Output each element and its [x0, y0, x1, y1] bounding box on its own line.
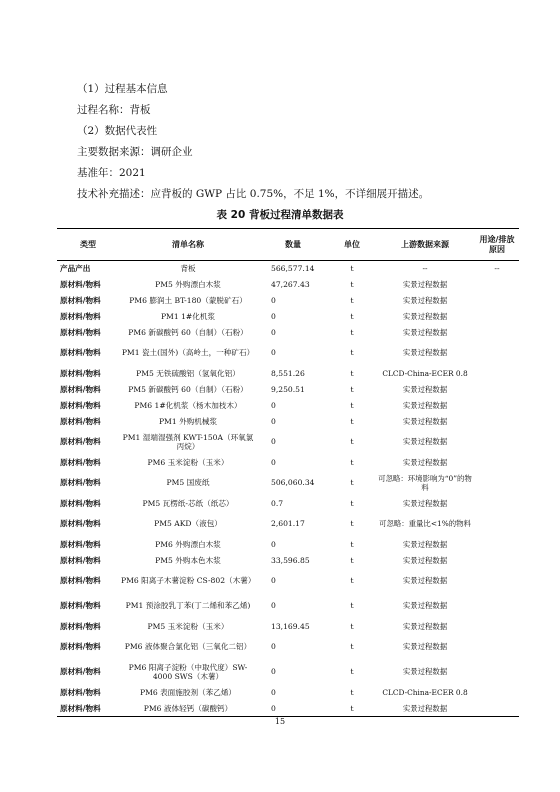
table-row — [57, 366, 519, 382]
cell-quantity: 506,060.34 — [271, 478, 315, 488]
table-row — [57, 309, 519, 325]
cell-use-reason — [475, 430, 519, 455]
header-name: 清单名称 — [119, 229, 257, 261]
cell-upstream-source: 可忽略：重量比<1%的物料 — [379, 519, 471, 529]
table-row — [57, 512, 519, 537]
cell-quantity: 0 — [271, 601, 276, 611]
table-row — [57, 594, 519, 619]
cell-type: 原材料/物料 — [60, 642, 101, 652]
cell-use-reason — [475, 512, 519, 537]
cell-unit: t — [329, 701, 375, 717]
cell-name: PM1 预涂胶乳丁苯(丁二烯和苯乙烯) — [125, 601, 251, 611]
cell-quantity: 0 — [257, 701, 329, 717]
cell-type: 原材料/物料 — [60, 478, 101, 488]
cell-name: PM5 AKD（液包） — [154, 519, 222, 529]
cell-quantity: 566,577.14 — [271, 264, 315, 273]
cell-quantity: 0 — [271, 457, 276, 467]
cell-unit: t — [350, 327, 354, 337]
cell-quantity: 0 — [271, 311, 276, 321]
cell-name: PM5 玉米淀粉（玉米） — [147, 621, 229, 631]
section-heading-basic-info: （1）过程基本信息 — [77, 83, 168, 95]
cell-use-reason — [475, 325, 519, 341]
cell-unit: t — [350, 311, 354, 321]
base-year: 基准年：2021 — [77, 167, 146, 179]
cell-upstream-source: 实景过程数据 — [402, 416, 448, 426]
section-heading-representativeness: （2）数据代表性 — [77, 125, 158, 137]
cell-type: 原材料/物料 — [60, 576, 101, 586]
table-row — [57, 414, 519, 430]
cell-unit: t — [350, 539, 354, 549]
cell-name: PM6 液体轻钙（碳酸钙） — [119, 701, 257, 717]
cell-name: PM6 阳离子木薯淀粉 CS-802（木薯） — [121, 576, 256, 586]
data-source: 主要数据来源：调研企业 — [77, 146, 193, 158]
table-row — [57, 660, 519, 685]
cell-name: PM1 瓷土(国外)（高岭土，一种矿石） — [121, 348, 255, 358]
cell-unit: t — [350, 348, 354, 358]
cell-unit: t — [350, 498, 354, 508]
table-row — [57, 569, 519, 594]
cell-upstream-source: 实景过程数据 — [402, 384, 448, 394]
cell-unit: t — [350, 264, 354, 273]
table-row — [57, 341, 519, 366]
cell-use-reason — [475, 382, 519, 398]
cell-unit: t — [350, 478, 354, 488]
cell-unit: t — [350, 642, 354, 652]
cell-name: PM6 1#化机浆（杨木加枝木） — [134, 400, 242, 410]
cell-use-reason — [475, 553, 519, 569]
cell-type: 原材料/物料 — [60, 498, 101, 508]
cell-type: 原材料/物料 — [60, 601, 101, 611]
table-row — [57, 325, 519, 341]
cell-unit: t — [350, 601, 354, 611]
cell-quantity: 9,250.51 — [271, 384, 305, 394]
cell-name: PM1 1#化机浆 — [160, 311, 216, 321]
cell-use-reason — [475, 594, 519, 619]
cell-upstream-source: 实景过程数据 — [402, 621, 448, 631]
table-row — [57, 701, 519, 717]
table-body — [57, 261, 519, 717]
header-unit: 单位 — [329, 229, 375, 261]
cell-quantity: 8,551.26 — [271, 368, 305, 378]
cell-use-reason — [475, 619, 519, 635]
cell-upstream-source: 实景过程数据 — [402, 667, 448, 677]
cell-name: PM5 新碳酸钙 60（自制）（石粉） — [128, 384, 248, 394]
cell-use-reason — [475, 537, 519, 553]
header-quantity: 数量 — [257, 229, 329, 261]
cell-upstream-source: 实景过程数据 — [402, 348, 448, 358]
cell-use-reason — [475, 341, 519, 366]
cell-quantity: 0 — [271, 400, 276, 410]
cell-upstream-source: 实景过程数据 — [402, 498, 448, 508]
cell-type: 原材料/物料 — [60, 279, 101, 289]
cell-quantity: 0 — [271, 576, 276, 586]
cell-upstream-source: 实景过程数据 — [402, 642, 448, 652]
cell-upstream-source: 实景过程数据 — [402, 437, 448, 447]
cell-unit: t — [350, 576, 354, 586]
table-row — [57, 553, 519, 569]
cell-type: 产品产出 — [60, 264, 91, 273]
cell-quantity: 0 — [271, 416, 276, 426]
cell-unit: t — [350, 437, 354, 447]
cell-type: 原材料/物料 — [60, 384, 101, 394]
cell-use-reason — [475, 660, 519, 685]
cell-use-reason — [475, 471, 519, 496]
cell-type: 原材料/物料 — [60, 368, 101, 378]
cell-name: PM1 外购机械浆 — [158, 416, 218, 426]
cell-type: 原材料/物料 — [60, 295, 101, 305]
cell-upstream-source: 实景过程数据 — [402, 295, 448, 305]
cell-quantity: 33,596.85 — [271, 555, 310, 565]
cell-name: PM6 新碳酸钙 60（自制）（石粉） — [128, 327, 248, 337]
page-number: 15 — [274, 717, 286, 726]
cell-use-reason — [475, 277, 519, 293]
cell-upstream-source: 实景过程数据 — [402, 539, 448, 549]
cell-type: 原材料/物料 — [60, 437, 101, 447]
cell-use-reason: -- — [494, 264, 500, 273]
table-row — [57, 261, 519, 277]
table-row — [57, 430, 519, 455]
cell-name: PM6 膨润土 BT-180（蒙脱矿石） — [129, 295, 247, 305]
cell-type: 原材料/物料 — [60, 687, 101, 697]
cell-name: PM6 玉米淀粉（玉米） — [147, 457, 229, 467]
table-row — [57, 537, 519, 553]
cell-quantity: 47,267.43 — [271, 279, 310, 289]
table-row — [57, 685, 519, 701]
cell-use-reason — [475, 635, 519, 660]
cell-unit: t — [350, 687, 354, 697]
cell-unit: t — [350, 667, 354, 677]
cell-type: 原材料/物料 — [60, 327, 101, 337]
cell-name: PM1 湿端湿强剂 KWT-150A（环氧氯丙烷） — [122, 432, 254, 451]
cell-unit: t — [350, 621, 354, 631]
cell-upstream-source: 实景过程数据 — [375, 701, 475, 717]
cell-type: 原材料/物料 — [60, 621, 101, 631]
cell-unit: t — [350, 368, 354, 378]
header-upstream-source: 上游数据来源 — [375, 229, 475, 261]
table-title: 表 20 背板过程清单数据表 — [216, 209, 344, 221]
cell-upstream-source: -- — [422, 264, 428, 273]
cell-type: 原材料/物料 — [60, 667, 101, 677]
cell-upstream-source: CLCD-China-ECER 0.8 — [382, 368, 468, 378]
cell-upstream-source: 实景过程数据 — [402, 576, 448, 586]
cell-use-reason — [475, 569, 519, 594]
cell-unit: t — [350, 384, 354, 394]
cell-name: PM5 国废纸 — [166, 478, 210, 488]
table-row — [57, 496, 519, 512]
cell-upstream-source: 实景过程数据 — [402, 311, 448, 321]
cell-quantity: 0 — [271, 642, 276, 652]
cell-use-reason — [475, 455, 519, 471]
cell-quantity: 0 — [271, 667, 276, 677]
header-type: 类型 — [57, 229, 119, 261]
table-row — [57, 382, 519, 398]
cell-name: PM5 瓦楞纸-芯纸（纸芯） — [142, 498, 234, 508]
cell-quantity: 0 — [271, 327, 276, 337]
cell-quantity: 0 — [271, 295, 276, 305]
process-info — [77, 79, 517, 205]
cell-unit: t — [350, 519, 354, 529]
table-row — [57, 293, 519, 309]
cell-type: 原材料/物料 — [60, 400, 101, 410]
table-row — [57, 398, 519, 414]
cell-upstream-source: 实景过程数据 — [402, 555, 448, 565]
cell-use-reason — [475, 701, 519, 717]
cell-type: 原材料/物料 — [60, 311, 101, 321]
cell-name: PM6 表面施胶剂（苯乙烯） — [139, 687, 237, 697]
cell-upstream-source: 实景过程数据 — [402, 279, 448, 289]
cell-quantity: 13,169.45 — [271, 621, 310, 631]
cell-type: 原材料/物料 — [57, 701, 119, 717]
table-row — [57, 635, 519, 660]
cell-type: 原材料/物料 — [60, 348, 101, 358]
cell-name: PM6 液体聚合氯化铝（三氧化二铝） — [124, 642, 252, 652]
cell-use-reason — [475, 496, 519, 512]
cell-unit: t — [350, 279, 354, 289]
table-row — [57, 471, 519, 496]
cell-upstream-source: 实景过程数据 — [402, 457, 448, 467]
cell-quantity: 0.7 — [271, 498, 284, 508]
cell-type: 原材料/物料 — [60, 457, 101, 467]
table-row — [57, 619, 519, 635]
cell-upstream-source: 实景过程数据 — [402, 400, 448, 410]
process-name: 过程名称：背板 — [77, 104, 151, 116]
table-row — [57, 277, 519, 293]
cell-unit: t — [350, 555, 354, 565]
cell-name: PM5 外购漂白木浆 — [155, 279, 221, 289]
cell-use-reason — [475, 685, 519, 701]
cell-type: 原材料/物料 — [60, 555, 101, 565]
inventory-table — [57, 228, 519, 717]
cell-use-reason — [475, 398, 519, 414]
cell-use-reason — [475, 414, 519, 430]
cell-unit: t — [350, 295, 354, 305]
cell-name: 背板 — [180, 264, 196, 273]
cell-name: PM6 阳离子淀粉（中取代度）SW-4000 SWS（木薯） — [128, 662, 248, 681]
cell-upstream-source: 实景过程数据 — [402, 327, 448, 337]
cell-quantity: 0 — [271, 687, 276, 697]
cell-type: 原材料/物料 — [60, 539, 101, 549]
cell-unit: t — [350, 400, 354, 410]
cell-type: 原材料/物料 — [60, 416, 101, 426]
cell-quantity: 0 — [271, 348, 276, 358]
cell-unit: t — [350, 457, 354, 467]
cell-name: PM5 无铁硫酸铝（氢氧化铝） — [136, 368, 240, 378]
cell-type: 原材料/物料 — [60, 519, 101, 529]
table-row — [57, 455, 519, 471]
table-header-row — [57, 229, 519, 261]
cell-upstream-source: 可忽略：环境影响为“0”的物料 — [378, 473, 472, 492]
cell-name: PM6 外购漂白木浆 — [155, 539, 221, 549]
cell-use-reason — [475, 309, 519, 325]
cell-name: PM5 外购本色木浆 — [155, 555, 221, 565]
technical-supplement: 技术补充描述：应背板的 GWP 占比 0.75%，不足 1%，不详细展开描述。 — [77, 188, 430, 200]
cell-quantity: 0 — [271, 539, 276, 549]
cell-quantity: 0 — [271, 437, 276, 447]
cell-use-reason — [475, 366, 519, 382]
cell-upstream-source: CLCD-China-ECER 0.8 — [382, 687, 468, 697]
cell-unit: t — [350, 416, 354, 426]
cell-quantity: 2,601.17 — [271, 519, 305, 529]
cell-use-reason — [475, 293, 519, 309]
cell-upstream-source: 实景过程数据 — [402, 601, 448, 611]
header-use-reason: 用途/排放原因 — [475, 229, 519, 261]
